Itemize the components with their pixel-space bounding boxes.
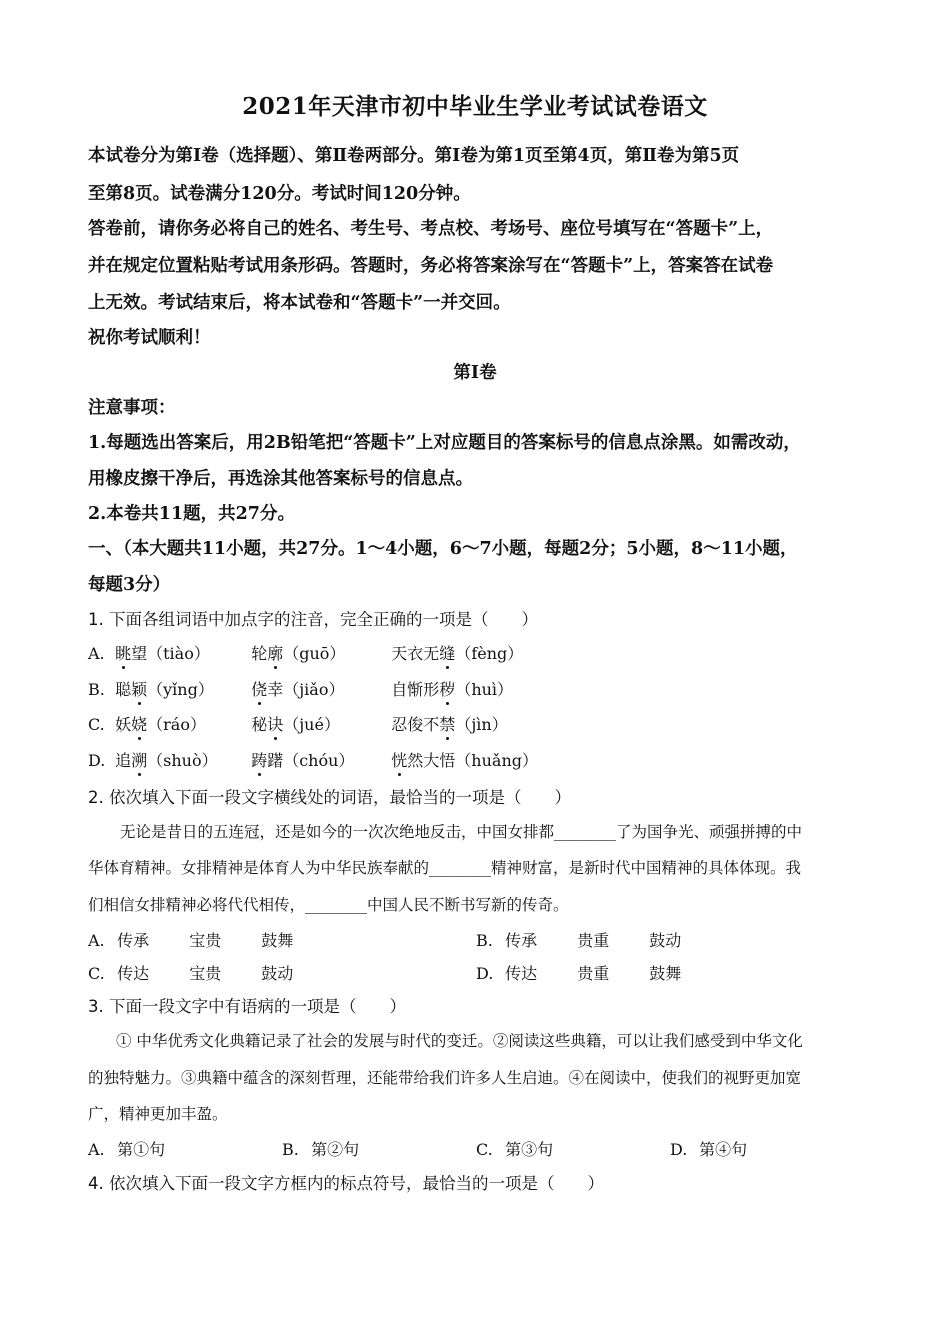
- q1-option-item: 踌躇（chóu）: [251, 748, 386, 771]
- emphasis-dot-char: 眺: [115, 641, 131, 664]
- q2-option-word: 贵重: [577, 931, 610, 950]
- q1-option-item: 恍然大悟（huǎng）: [391, 748, 538, 771]
- q1-option-item: 天衣无缝（fèng）: [391, 641, 523, 664]
- emphasis-dot-char: 侥: [251, 677, 267, 700]
- q3-option-label: C.: [476, 1140, 493, 1159]
- q2-option-label: C.: [88, 964, 105, 983]
- q1-option-label: C.: [88, 715, 105, 734]
- q2-option-a[interactable]: [88, 928, 293, 951]
- q3-option-text: 第②句: [311, 1140, 360, 1159]
- q1-option-b[interactable]: [88, 677, 513, 700]
- q1-option-item: 侥幸（jiǎo）: [251, 677, 386, 700]
- intro-line-1: 本试卷分为第Ⅰ卷（选择题）、第Ⅱ卷两部分。第Ⅰ卷为第1页至第4页，第Ⅱ卷为第5页: [88, 146, 740, 166]
- q3-option-label: D.: [670, 1140, 688, 1159]
- q3-option-text: 第④句: [699, 1140, 748, 1159]
- q1-option-item: 眺望（tiào）: [115, 641, 246, 664]
- intro-line-5: 上无效。考试结束后，将本试卷和“答题卡”一并交回。: [88, 293, 511, 313]
- q1-option-item: 秘诀（jué）: [251, 712, 386, 735]
- note-line-3: 2.本卷共11题，共27分。: [88, 504, 295, 524]
- q1-option-a[interactable]: [88, 641, 523, 664]
- q1-option-item: 妖娆（ráo）: [115, 712, 246, 735]
- q2-option-word: 鼓舞: [261, 931, 294, 950]
- q2-option-word: 传达: [117, 964, 150, 983]
- emphasis-dot-char: 恍: [391, 748, 407, 771]
- q2-option-d[interactable]: [476, 961, 681, 984]
- page-title: 2021年天津市初中毕业生学业考试试卷语文: [242, 93, 708, 120]
- q1-option-d[interactable]: [88, 748, 538, 771]
- q2-option-word: 宝贵: [189, 964, 222, 983]
- q2-passage-line-3: 们相信女排精神必将代代相传，________中国人民不断书写新的传奇。: [88, 896, 569, 914]
- q2-option-label: A.: [88, 931, 105, 950]
- q1-option-label: D.: [88, 751, 106, 770]
- emphasis-dot-char: 颖: [131, 677, 147, 700]
- part-one-heading: 一、（本大题共11小题，共27分。1～4小题，6～7小题，每题2分；5小题，8～11小题，: [88, 539, 798, 559]
- emphasis-dot-char: 廓: [267, 641, 283, 664]
- q3-stem: 3. 下面一段文字中有语病的一项是（ ）: [88, 997, 406, 1016]
- q3-option-c[interactable]: [476, 1137, 553, 1160]
- q3-passage-line-2: 的独特魅力。③典籍中蕴含的深刻哲理，还能带给我们许多人生启迪。④在阅读中，使我们的视野更加宽: [88, 1069, 802, 1087]
- emphasis-dot-char: 缝: [439, 641, 455, 664]
- q2-option-word: 传达: [505, 964, 538, 983]
- section-title: 第Ⅰ卷: [453, 363, 497, 383]
- q2-passage-line-2: 华体育精神。女排精神是体育人为中华民族奉献的________精神财富，是新时代中国精神的具体体现。我: [88, 859, 802, 877]
- q2-stem: 2. 依次填入下面一段文字横线处的词语，最恰当的一项是（ ）: [88, 788, 571, 807]
- notes-heading: 注意事项：: [88, 398, 176, 418]
- q3-option-text: 第①句: [117, 1140, 166, 1159]
- q2-option-label: B.: [476, 931, 493, 950]
- q3-option-label: A.: [88, 1140, 105, 1159]
- emphasis-dot-char: 诀: [267, 712, 283, 735]
- q1-stem: 1. 下面各组词语中加点字的注音，完全正确的一项是（ ）: [88, 610, 538, 629]
- q2-option-word: 贵重: [577, 964, 610, 983]
- q1-option-label: B.: [88, 680, 105, 699]
- q2-option-label: D.: [476, 964, 494, 983]
- q1-option-item: 追溯（shuò）: [115, 748, 246, 771]
- q2-option-word: 传承: [505, 931, 538, 950]
- q3-option-text: 第③句: [505, 1140, 554, 1159]
- q2-option-word: 鼓舞: [649, 964, 682, 983]
- emphasis-dot-char: 娆: [131, 712, 147, 735]
- intro-line-2: 至第8页。试卷满分120分。考试时间120分钟。: [88, 184, 471, 204]
- q1-option-label: A.: [88, 644, 105, 663]
- q2-option-word: 传承: [117, 931, 150, 950]
- emphasis-dot-char: 禁: [439, 712, 455, 735]
- q1-option-item: 忍俊不禁（jìn）: [391, 712, 507, 735]
- q3-option-d[interactable]: [670, 1137, 747, 1160]
- q1-option-item: 自惭形秽（huì）: [391, 677, 513, 700]
- q2-option-word: 宝贵: [189, 931, 222, 950]
- q1-option-item: 聪颖（yǐng）: [115, 677, 246, 700]
- note-line-2: 用橡皮擦干净后，再选涂其他答案标号的信息点。: [88, 469, 473, 489]
- q2-option-word: 鼓动: [261, 964, 294, 983]
- intro-line-3: 答卷前，请你务必将自己的姓名、考生号、考点校、考场号、座位号填写在“答题卡”上，: [88, 219, 774, 239]
- q2-passage-line-1: 无论是昔日的五连冠，还是如今的一次次绝地反击，中国女排都________了为国争光、顽强拼搏的中: [120, 823, 803, 841]
- part-one-heading-cont: 每题3分）: [88, 575, 171, 595]
- emphasis-dot-char: 秽: [439, 677, 455, 700]
- q1-option-item: 轮廓（guō）: [251, 641, 386, 664]
- q4-stem: 4. 依次填入下面一段文字方框内的标点符号，最恰当的一项是（ ）: [88, 1174, 604, 1193]
- q3-option-b[interactable]: [282, 1137, 359, 1160]
- intro-line-4: 并在规定位置粘贴考试用条形码。答题时，务必将答案涂写在“答题卡”上，答案答在试卷: [88, 256, 774, 276]
- q3-option-label: B.: [282, 1140, 299, 1159]
- q1-option-c[interactable]: [88, 712, 508, 735]
- q2-option-word: 鼓动: [649, 931, 682, 950]
- emphasis-dot-char: 溯: [131, 748, 147, 771]
- good-luck-line: 祝你考试顺利！: [88, 328, 211, 348]
- q3-passage-line-1: ① 中华优秀文化典籍记录了社会的发展与时代的变迁。②阅读这些典籍，可以让我们感受到中华文化: [116, 1032, 803, 1050]
- emphasis-dot-char: 踌: [251, 748, 267, 771]
- q2-option-b[interactable]: [476, 928, 681, 951]
- note-line-1: 1.每题选出答案后，用2B铅笔把“答题卡”上对应题目的答案标号的信息点涂黑。如需改动，: [88, 433, 801, 453]
- q3-option-a[interactable]: [88, 1137, 165, 1160]
- q3-passage-line-3: 广，精神更加丰盈。: [88, 1105, 228, 1123]
- q2-option-c[interactable]: [88, 961, 293, 984]
